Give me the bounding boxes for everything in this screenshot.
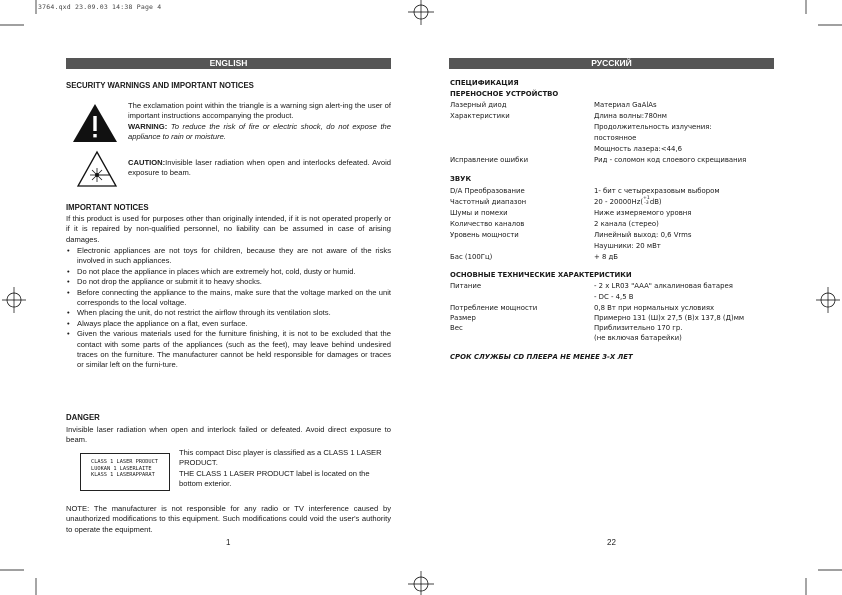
list-item: • Do not drop the appliance or submit it to heavy shocks. [66, 277, 391, 287]
label-line: CLASS 1 LASER PRODUCT [91, 459, 158, 465]
security-title: SECURITY WARNINGS AND IMPORTANT NOTICES [66, 81, 254, 90]
registration-mark-top [408, 0, 434, 25]
class1-text [179, 448, 391, 490]
caution-text [128, 158, 391, 179]
spec-label: Лазерный диод [450, 101, 507, 109]
spec-value: 2 канала (стерео) [594, 220, 659, 228]
spec-value: Мощность лазера:<44,6 [594, 145, 682, 153]
spec-label: Уровень мощности [450, 231, 519, 239]
spec-value: 0,8 Вт при нормальных условиях [594, 304, 715, 312]
spec-title: СПЕЦИФИКАЦИЯ [450, 79, 519, 87]
spec-value: Приблизительно 170 гр. [594, 324, 683, 332]
list-item: • Do not place the appliance in places which are extremely hot, cold, dusty or humid. [66, 267, 391, 277]
class1-line2: THE CLASS 1 LASER PRODUCT label is located on the bottom exterior. [179, 468, 370, 489]
spec-label: Питание [450, 282, 482, 290]
print-slug: 3764.qxd 23.09.03 14:38 Page 4 [38, 3, 162, 11]
list-item: • Before connecting the appliance to the mains, make sure that the voltage marked on the unit corresponds to the local voltage. [66, 288, 391, 309]
laser-class-label [80, 453, 170, 491]
warning-emphasis: To reduce the risk of fire or electric shock, do not expose the appliance to rain or moisture. [128, 121, 391, 142]
spec-value: Длина волны:780нм [594, 112, 667, 120]
crop-mark-top-left [0, 0, 36, 25]
spec-label: Размер [450, 314, 476, 322]
page-number-right: 22 [607, 538, 616, 547]
label-line: LUOKAN 1 LASERLAITE [91, 465, 152, 472]
crop-mark-bottom-right [806, 570, 842, 595]
spec-label: D/A Преобразование [450, 187, 525, 195]
list-item: • Given the various materials used for the furniture finishing, it is not to be excluded that the contact with some parts of the appliances (such as the feet), may leave behind undesired traces on the furniture. The manufacturer cannot be held responsible for damages or traces or similar left on the furni-ture. [66, 329, 391, 371]
list-item: • Always place the appliance on a flat, even surface. [66, 319, 391, 329]
list-item: • Electronic appliances are not toys for children, because they are not aware of the risks involved in such appliances. [66, 246, 391, 267]
main-specs-title: ОСНОВНЫЕ ТЕХНИЧЕСКИЕ ХАРАКТЕРИСТИКИ [450, 271, 632, 279]
warning-triangle-icon [72, 103, 118, 143]
tolerance-minus: -3 [644, 201, 649, 206]
spec-label: Характеристики [450, 112, 510, 120]
registration-mark-left [2, 287, 26, 313]
spec-label: Частотный диапазон [450, 198, 527, 206]
spec-label: Потребление мощности [450, 304, 538, 312]
registration-mark-bottom [408, 571, 434, 595]
spec-value: Наушники: 20 мВт [594, 242, 661, 250]
spec-value: (не включая батарейки) [594, 334, 682, 342]
class1-line1: This compact Disc player is classified as a CLASS 1 LASER PRODUCT. [179, 448, 382, 468]
russian-header: РУССКИЙ [449, 58, 774, 69]
spec-value-frequency [594, 197, 662, 207]
spec-label: Вес [450, 324, 463, 332]
portable-title: ПЕРЕНОСНОЕ УСТРОЙСТВО [450, 90, 559, 98]
english-header: ENGLISH [66, 58, 391, 69]
spec-value: Линейный выход: 0,6 Vrms [594, 231, 692, 239]
notices-intro: If this product is used for purposes other than originally intended, if it is not operated properly or if it is repaired by non-qualified personnel, no liability can be assumed in case of arising damages. [66, 214, 391, 244]
list-item: • When placing the unit, do not restrict the airflow through its ventilation slots. [66, 308, 391, 318]
crop-mark-bottom-left [0, 570, 36, 595]
spec-value: - DC - 4,5 В [594, 293, 634, 301]
caution-label: CAUTION: [128, 158, 166, 167]
frequency-value: 20 - 20000Hz( [594, 198, 644, 206]
tolerance-plus: +1 [643, 196, 650, 202]
spec-value: 1- бит с четырехразовым выбором [594, 187, 720, 195]
spec-label: Бас (100Гц) [450, 253, 493, 261]
spec-value: Продолжительность излучения: [594, 123, 712, 131]
note-text: NOTE: The manufacturer is not responsible for any radio or TV interference caused by unauthorized modifications to this equipment. Such modifications could void the user's authority to operate the equipment. [66, 504, 391, 534]
spec-value: - 2 x LR03 "AAA" алкалиновая батарея [594, 282, 733, 290]
warning-label: WARNING: [128, 121, 168, 131]
crop-mark-top-right [806, 0, 842, 25]
spec-value: Примерно 131 (Ш)x 27,5 (В)x 137,8 (Д)мм [594, 314, 745, 322]
spec-label: Исправление ошибки [450, 156, 529, 164]
warning-text [128, 101, 391, 143]
spec-value: Рид - соломон код слоевого скрещивания [594, 156, 747, 164]
caution-body: Invisible laser radiation when open and interlocks defeated. Avoid exposure to beam. [128, 158, 391, 178]
registration-mark-right [816, 287, 840, 313]
laser-warning-icon [76, 150, 118, 188]
spec-value: + 8 дБ [594, 253, 619, 261]
danger-title: DANGER [66, 413, 100, 422]
frequency-unit: dB) [649, 198, 662, 206]
spec-value: постоянное [594, 134, 637, 142]
service-life-note: СРОК СЛУЖБЫ CD ПЛЕЕРА НЕ МЕНЕЕ 3-Х ЛЕТ [450, 353, 633, 361]
spec-label: Шумы и помехи [450, 209, 508, 217]
label-line: KLASS 1 LASERAPPARAT [91, 472, 155, 479]
spec-value: Ниже измеряемого уровня [594, 209, 692, 217]
notices-list [66, 246, 391, 371]
page-number-left: 1 [226, 538, 231, 547]
spec-label: Количество каналов [450, 220, 525, 228]
important-notices-title: IMPORTANT NOTICES [66, 203, 149, 212]
danger-text: Invisible laser radiation when open and interlock failed or defeated. Avoid direct exposure to beam. [66, 425, 391, 445]
sound-title: ЗВУК [450, 175, 472, 183]
spec-value: Материал GaAlAs [594, 101, 657, 109]
warning-intro: The exclamation point within the triangle is a warning sign alert-ing the user of important instructions accompanying the product. [128, 101, 391, 121]
